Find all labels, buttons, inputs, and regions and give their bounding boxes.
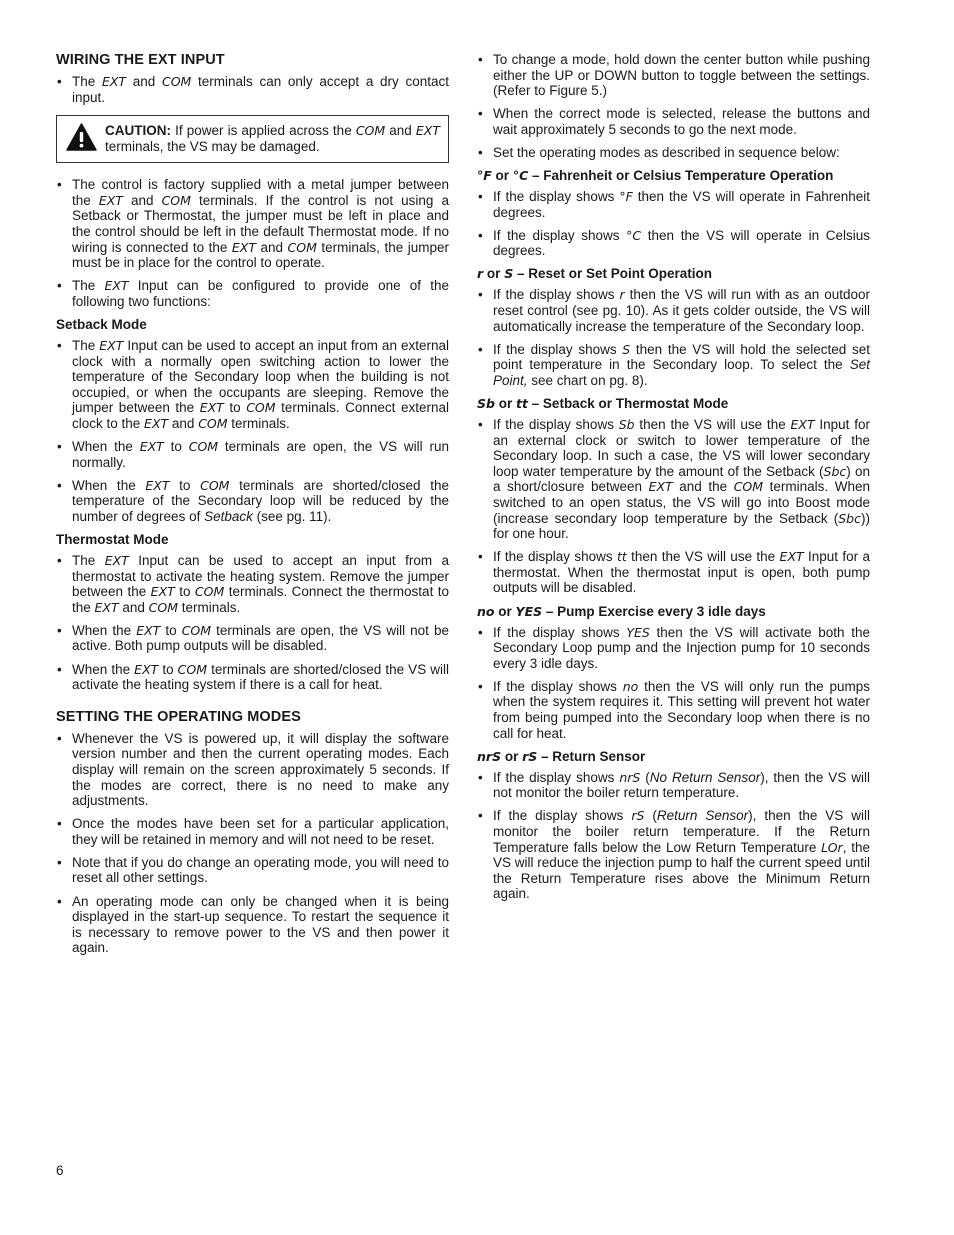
text-segment: Input for a thermostat. When the thermostat input is open, both pump outputs will be disabled.	[493, 549, 870, 596]
text-segment: terminals.	[227, 415, 290, 431]
list-item	[56, 338, 449, 432]
text-segment: and	[168, 415, 199, 431]
text-segment: terminals.	[178, 599, 241, 615]
text-segment: (	[644, 808, 657, 824]
text-segment: Input can be used to accept an input from an external clock with a normally open switching action to lower the temperature of the Secondary loop when the building is not occupied, or when the occupants are sleeping. Remove the jumper between the	[72, 337, 449, 416]
display-code: EXT	[790, 417, 815, 432]
heading-temperature-operation	[477, 168, 870, 183]
display-code: no	[477, 603, 495, 619]
list-item	[477, 679, 870, 741]
display-code: °C	[626, 227, 642, 243]
display-code: rS	[631, 808, 645, 824]
text-segment: If the display shows	[493, 624, 627, 640]
display-code: EXT	[779, 549, 804, 565]
display-code: COM	[246, 400, 276, 416]
text-segment: To change a mode, hold down the center button while pushing either the UP or DOWN button to toggle between the settings. (Refer to Figure 5.)	[493, 52, 870, 99]
display-code: YES	[626, 624, 650, 640]
text-segment: see chart on pg. 8).	[527, 372, 648, 388]
return-sensor-list	[477, 770, 870, 902]
list-item	[56, 731, 449, 809]
list-item	[477, 189, 870, 220]
text-segment: When the correct mode is selected, release the buttons and wait approximately 5 seconds to go the next mode.	[493, 106, 870, 137]
text-segment: then the VS will operate in Fahrenheit degrees.	[493, 189, 871, 220]
text-segment: – Pump Exercise every 3 idle days	[542, 603, 766, 619]
display-code: EXT	[104, 552, 129, 568]
caution-box	[56, 115, 449, 163]
text-segment: to	[169, 477, 201, 493]
text-segment: to	[160, 622, 182, 638]
page-number: 6	[56, 1163, 64, 1178]
text-segment: or	[483, 266, 505, 282]
text-segment: If the display shows	[493, 549, 617, 565]
text-segment: When the	[72, 661, 135, 677]
list-item	[477, 287, 870, 334]
text-segment: The	[72, 278, 105, 294]
display-code: S	[504, 266, 514, 282]
display-code: COM	[177, 661, 208, 677]
display-code: no	[622, 678, 639, 694]
list-item	[477, 52, 870, 99]
display-code: °C	[512, 168, 529, 184]
display-code: EXT	[150, 584, 175, 600]
mode-change-list	[477, 52, 870, 161]
text-segment: )) for one hour.	[493, 510, 870, 542]
thermostat-list	[56, 553, 449, 693]
display-code: Sb	[477, 396, 495, 411]
heading-return-sensor	[477, 749, 870, 764]
text-segment: – Return Sensor	[537, 748, 646, 764]
display-code: Sbc	[838, 510, 861, 526]
list-item	[477, 417, 870, 542]
list-item	[56, 662, 449, 693]
text-segment: – Fahrenheit or Celsius Temperature Operation	[528, 168, 834, 184]
heading-setting-operating-modes: SETTING THE OPERATING MODES	[56, 708, 301, 725]
display-code: COM	[194, 584, 225, 600]
display-code: Sbc	[823, 463, 847, 479]
list-item	[56, 74, 449, 105]
text-segment: ), then the VS will not monitor the boiler return temperature.	[493, 769, 871, 801]
display-code: COM	[161, 192, 191, 208]
pump-exercise-list	[477, 625, 870, 742]
list-item	[477, 808, 870, 902]
text-segment: then the VS will run with as an outdoor reset control (see pg. 10). As it gets colder outside, the VS will automatically increase the temperature of the Secondary loop.	[493, 287, 870, 334]
heading-reset-setpoint	[477, 266, 870, 281]
text-segment: then the VS will operate in Celsius degrees.	[493, 227, 870, 259]
temperature-list	[477, 189, 870, 259]
text-segment: terminals, the VS may be damaged.	[105, 139, 320, 155]
text-segment: (see pg. 11).	[252, 508, 332, 524]
display-code: nrS	[619, 769, 641, 785]
list-item	[56, 478, 449, 525]
text-segment: Whenever the VS is powered up, it will display the software version number and then the current operating modes. Each display will remain on the screen approximately 5 seconds. If the modes are correct, there is no need to make any adjustments.	[72, 730, 449, 809]
text-segment: The	[72, 337, 100, 353]
text-segment: terminals are open, the VS will run normally.	[72, 439, 449, 470]
setback-list	[56, 338, 449, 525]
list-item	[56, 278, 449, 309]
text-segment: to	[223, 400, 247, 416]
reset-list	[477, 287, 870, 388]
text-segment: to	[163, 439, 189, 454]
heading-wiring-ext-input: WIRING THE EXT INPUT	[56, 52, 225, 68]
text-segment: An operating mode can only be changed when it is being displayed in the start-up sequence. To restart the sequence it is necessary to remove power to the VS and then power it again.	[72, 893, 449, 956]
wiring-list-continued	[56, 177, 449, 309]
text-segment: The control is factory supplied with a metal jumper between the	[72, 177, 449, 208]
display-code: °F	[619, 189, 633, 205]
text-segment: Input for an external clock or switch to lower temperature of the Secondary loop. In such a case, the VS will lower secondary loop water temperature by the amount of the Setback (	[493, 417, 870, 479]
display-code: Sb	[618, 417, 635, 432]
list-item	[477, 549, 870, 596]
caution-text	[105, 123, 440, 154]
display-code: tt	[515, 396, 528, 411]
text-segment: and	[256, 239, 288, 255]
text-segment: If the display shows	[493, 227, 627, 243]
text-segment: When the	[72, 477, 146, 493]
text-segment: If the display shows	[493, 769, 620, 785]
heading-setback-thermostat	[477, 396, 870, 411]
display-code: EXT	[98, 192, 123, 208]
list-item	[56, 855, 449, 886]
display-code: COM	[198, 415, 228, 431]
text-segment: terminals. Connect the thermostat to the	[72, 584, 450, 615]
text-segment: The	[72, 552, 105, 568]
display-code: COM	[733, 479, 764, 495]
text-segment: and	[385, 123, 416, 139]
display-code: rS	[522, 748, 538, 764]
list-item	[56, 439, 449, 470]
display-code: LOr	[821, 839, 843, 855]
text-segment: If the display shows	[493, 341, 623, 357]
display-code: EXT	[648, 479, 673, 495]
list-item	[56, 816, 449, 847]
text-segment: or	[494, 396, 516, 411]
text-segment: terminals, the jumper must be in place for the control to operate.	[72, 239, 449, 271]
text-segment: and	[126, 74, 162, 89]
caution-label: CAUTION:	[105, 123, 171, 139]
text-segment: Set the operating modes as described in sequence below:	[493, 144, 840, 160]
text-segment: When the	[72, 439, 140, 454]
display-code: EXT	[134, 661, 159, 677]
display-code: tt	[616, 549, 627, 565]
display-code: COM	[181, 622, 212, 638]
display-code: COM	[161, 74, 192, 89]
text-segment: and the	[672, 479, 734, 495]
left-column	[56, 52, 449, 963]
text-segment: and	[118, 599, 149, 615]
emphasis-text: Return Sensor	[656, 808, 749, 824]
text-segment: If the display shows	[493, 808, 632, 824]
list-item	[477, 342, 870, 389]
display-code: EXT	[104, 278, 129, 294]
list-item	[477, 106, 870, 137]
heading-thermostat-mode: Thermostat Mode	[56, 531, 169, 547]
text-segment: When the	[72, 622, 137, 638]
display-code: r	[619, 287, 625, 303]
emphasis-text: Set Point,	[493, 357, 870, 388]
display-code: °F	[477, 168, 492, 184]
text-segment: to	[174, 584, 195, 600]
display-code: EXT	[101, 74, 127, 89]
text-segment: terminals can only accept a dry contact input.	[72, 74, 449, 105]
modes-list	[56, 731, 449, 956]
text-segment: to	[158, 661, 178, 677]
text-segment: terminals are shorted/closed the temperature of the Secondary loop will be reduced by the number of degrees of	[72, 477, 449, 524]
list-item	[56, 623, 449, 654]
text-segment: Input can be configured to provide one of the following two functions:	[72, 278, 449, 309]
display-code: COM	[287, 239, 317, 255]
display-code: S	[622, 341, 631, 357]
heading-pump-exercise	[477, 604, 870, 619]
list-item	[477, 625, 870, 672]
text-segment: Note that if you do change an operating mode, you will need to reset all other settings.	[72, 854, 449, 886]
text-segment: If the display shows	[493, 189, 620, 205]
display-code: COM	[148, 599, 179, 615]
display-code: EXT	[139, 439, 164, 454]
text-segment: then the VS will only run the pumps when the system requires it. This setting will prevent hot water from being pumped into the Secondary loop when there is no call for heat.	[493, 678, 871, 741]
display-code: EXT	[231, 239, 256, 255]
text-segment: If power is applied across the	[171, 123, 356, 139]
display-code: COM	[200, 477, 230, 493]
text-segment: If the display shows	[493, 287, 620, 303]
list-item	[477, 228, 870, 259]
text-segment: then the VS will use the	[634, 417, 791, 432]
text-segment: (	[640, 769, 650, 785]
text-segment: If the display shows	[493, 417, 619, 432]
text-segment: terminals. If the control is not using a Setback or Thermostat, the jumper must be left in place and the control should be left in the default Thermostat mode. If no wiring is connected to the	[72, 192, 449, 255]
display-code: EXT	[99, 337, 124, 353]
text-segment: The	[72, 74, 102, 89]
text-segment: or	[501, 748, 523, 764]
display-code: EXT	[415, 123, 441, 139]
list-item	[56, 553, 449, 615]
text-segment: ), then the VS will monitor the boiler return temperature. If the Return Temperature falls below the Low Return Temperature	[493, 808, 871, 855]
setback-thermostat-list	[477, 417, 870, 596]
text-segment: or	[491, 168, 513, 184]
wiring-list	[56, 74, 449, 105]
display-code: nrS	[477, 748, 502, 764]
list-item	[56, 894, 449, 956]
list-item	[477, 770, 870, 801]
text-segment: terminals are open, the VS will not be active. Both pump outputs will be disabled.	[72, 622, 449, 654]
emphasis-text: No Return Sensor	[649, 769, 761, 785]
display-code: YES	[515, 603, 543, 619]
display-code: r	[477, 266, 484, 282]
warning-icon	[66, 123, 97, 151]
text-segment: Input can be used to accept an input from a thermostat to activate the heating system. Remove the jumper between the	[72, 552, 450, 600]
list-item	[477, 145, 870, 161]
text-segment: – Setback or Thermostat Mode	[527, 396, 729, 411]
text-segment: terminals. Connect external clock to the	[72, 400, 450, 431]
emphasis-text: Setback	[204, 508, 253, 524]
text-segment: – Reset or Set Point Operation	[513, 266, 712, 282]
display-code: COM	[188, 439, 219, 454]
text-segment: then the VS will use the	[626, 549, 780, 565]
text-segment: ) on a short/closure between	[493, 463, 870, 495]
display-code: EXT	[144, 415, 169, 431]
text-segment: terminals are shorted/closed the VS will activate the heating system if there is a call for heat.	[72, 661, 450, 693]
display-code: EXT	[199, 400, 224, 416]
text-segment: then the VS will activate both the Secondary Loop pump and the Injection pump for 10 seconds every 3 idle days.	[493, 624, 870, 671]
list-item	[56, 177, 449, 271]
right-column	[477, 52, 870, 909]
text-segment: terminals. When switched to an open status, the VS will go into Boost mode (increase secondary loop temperature by the Setback (	[493, 479, 870, 526]
text-segment: or	[494, 603, 516, 619]
heading-setback-mode: Setback Mode	[56, 316, 147, 332]
display-code: EXT	[136, 622, 161, 638]
display-code: EXT	[94, 599, 119, 615]
text-segment: Once the modes have been set for a particular application, they will be retained in memory and will not need to be reset.	[72, 816, 449, 847]
display-code: COM	[355, 123, 386, 139]
text-segment: then the VS will hold the selected set point temperature in the Secondary loop. To select the	[493, 341, 870, 373]
display-code: EXT	[145, 477, 170, 493]
text-segment: If the display shows	[493, 678, 623, 694]
text-segment: , the VS will reduce the injection pump to half the current speed until the Return Temperature rises above the Minimum Return again.	[493, 839, 870, 902]
text-segment: and	[122, 192, 162, 208]
